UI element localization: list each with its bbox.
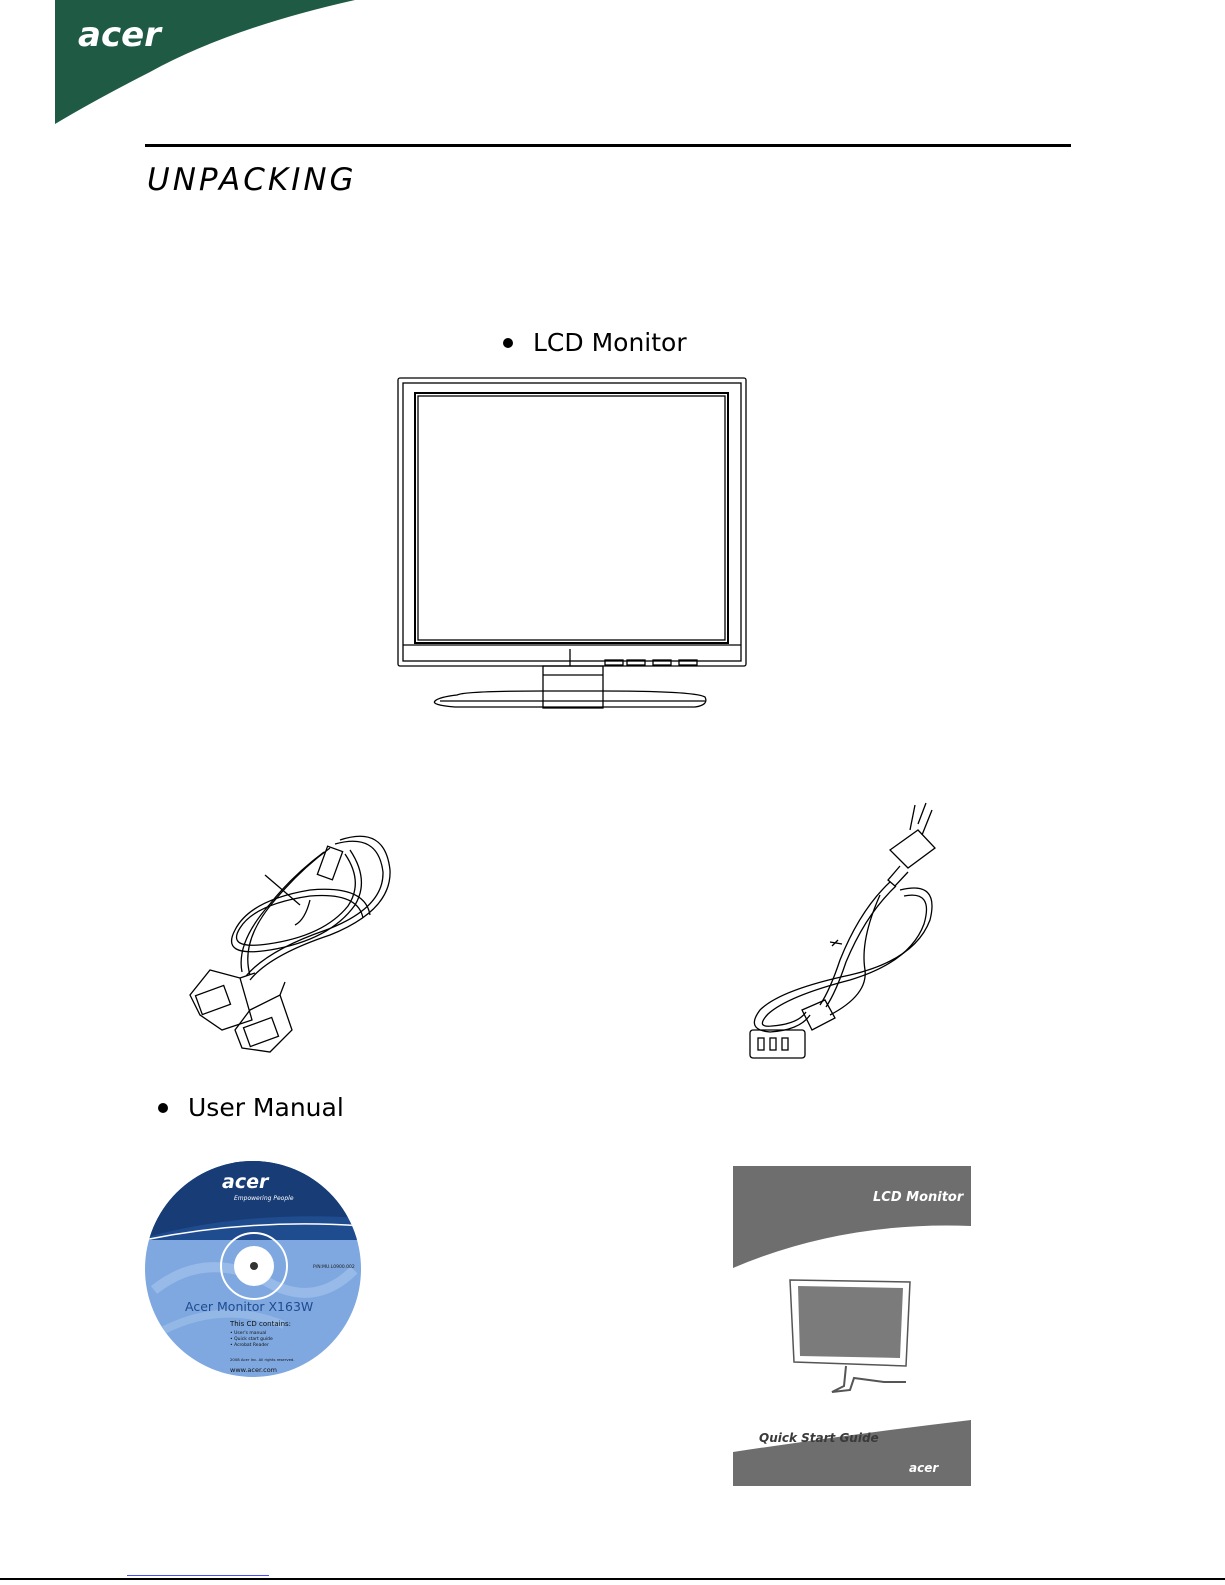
item-label: LCD Monitor bbox=[533, 328, 687, 357]
cd-content-item: • Quick start guide bbox=[230, 1337, 273, 1342]
cd-tagline: Empowering People bbox=[234, 1195, 294, 1202]
bullet-icon bbox=[503, 338, 513, 348]
list-item-user-manual bbox=[158, 1093, 344, 1122]
qsg-bottom-label: Quick Start Guide bbox=[759, 1431, 879, 1445]
footer-link-underline bbox=[127, 1575, 269, 1576]
page-title: UNPACKING bbox=[147, 162, 357, 198]
quick-start-guide-booklet bbox=[733, 1166, 971, 1486]
power-cord-illustration bbox=[740, 800, 950, 1065]
header-brand: acer bbox=[78, 15, 161, 55]
qsg-top-label: LCD Monitor bbox=[873, 1190, 964, 1205]
cd-part-number: P/N:MU.L0900.002 bbox=[313, 1265, 355, 1270]
cd-url: www.acer.com bbox=[230, 1366, 277, 1374]
lcd-monitor-illustration bbox=[395, 375, 750, 725]
acer-logo-banner bbox=[0, 0, 360, 130]
bullet-icon bbox=[158, 1103, 168, 1113]
user-manual-cd bbox=[144, 1160, 362, 1378]
cd-title: Acer Monitor X163W bbox=[185, 1299, 314, 1314]
cd-content-item: • Acrobat Reader bbox=[230, 1343, 269, 1348]
cd-brand: acer bbox=[222, 1171, 269, 1193]
header-rule bbox=[145, 144, 1071, 147]
qsg-brand: acer bbox=[909, 1461, 939, 1475]
cd-copyright: 2008 Acer Inc. All rights reserved. bbox=[230, 1357, 295, 1362]
cd-contains-heading: This CD contains: bbox=[230, 1320, 292, 1328]
cd-content-item: • User's manual bbox=[230, 1331, 267, 1336]
item-label: User Manual bbox=[188, 1093, 344, 1122]
footer-rule bbox=[0, 1578, 1225, 1580]
list-item-lcd-monitor bbox=[503, 328, 687, 357]
vga-cable-illustration bbox=[180, 830, 405, 1058]
